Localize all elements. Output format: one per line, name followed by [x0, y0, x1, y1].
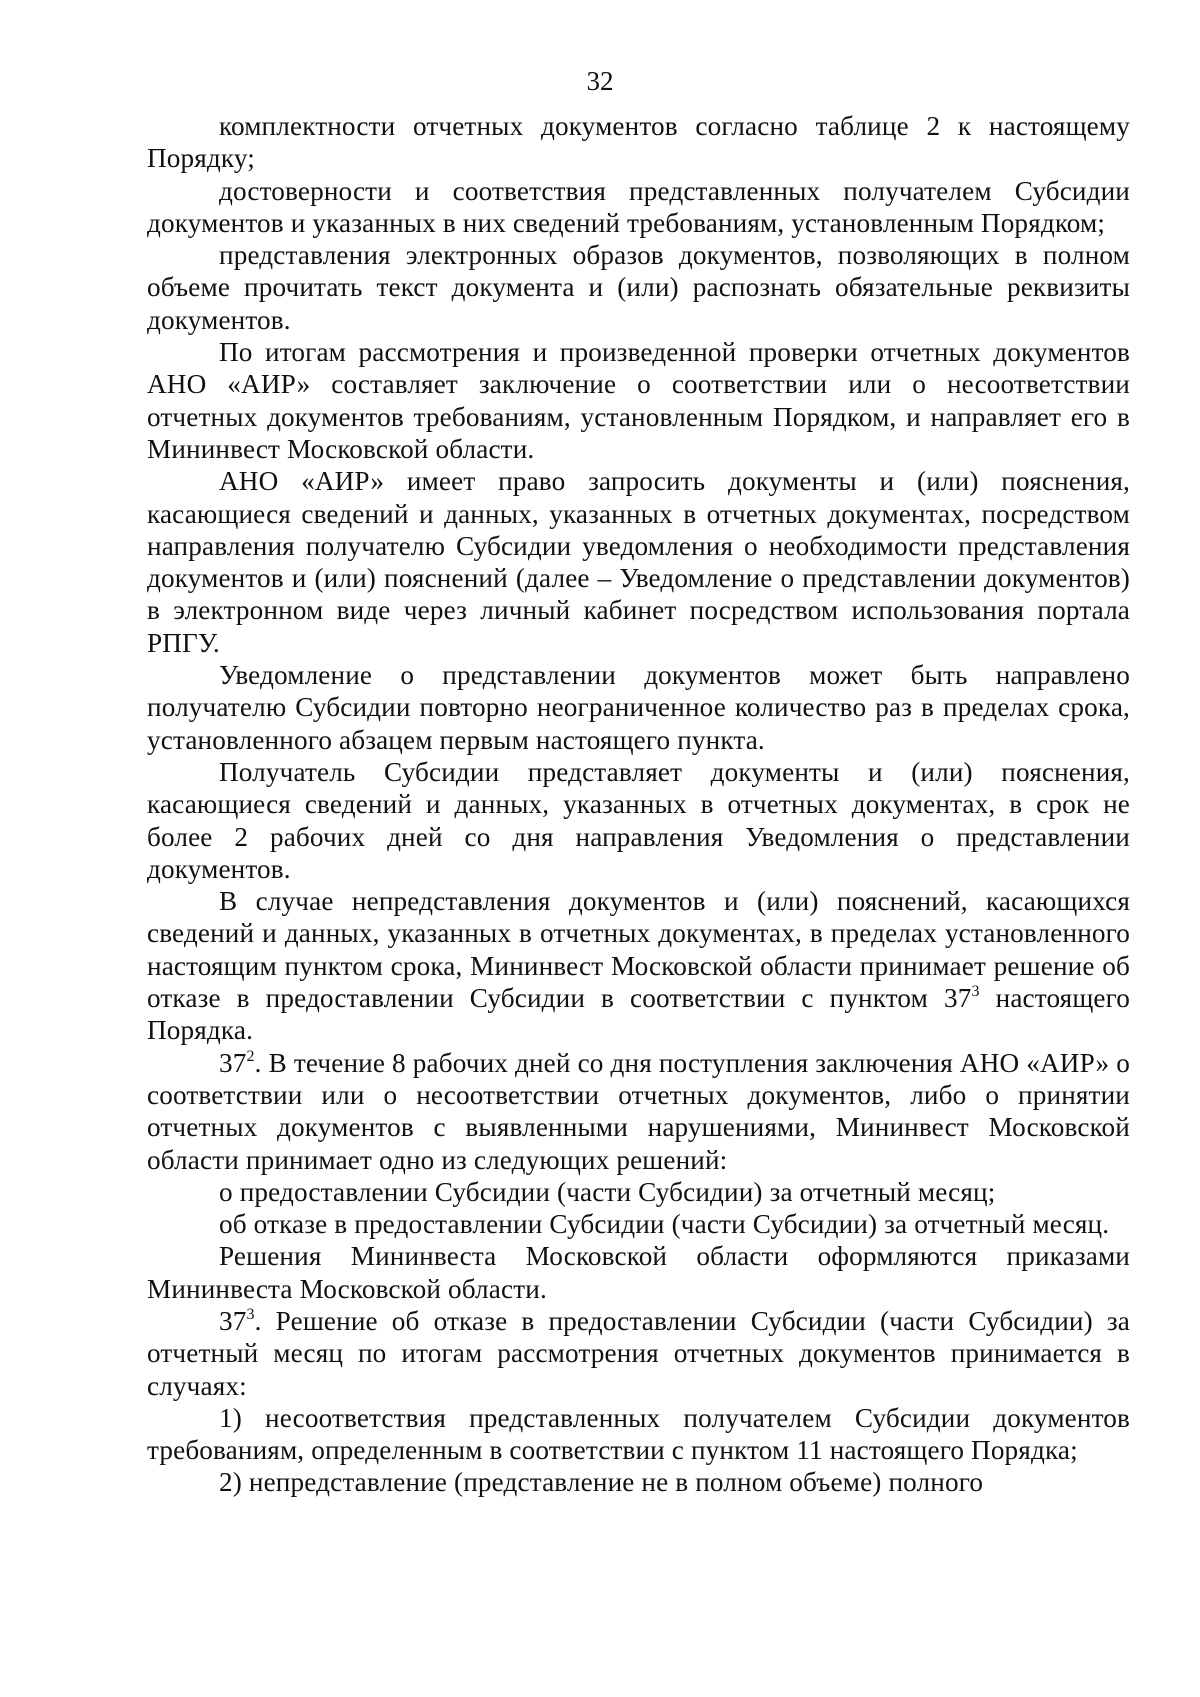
list-item: 1) несоответствия представленных получателем Субсидии документов требованиям, определенным в соответствии с пунктом 11 настоящего Порядка;: [147, 1402, 1130, 1466]
superscript: 2: [246, 1047, 255, 1065]
paragraph: Получатель Субсидии представляет документы и (или) пояснения, касающиеся сведений и данных, указанных в отчетных документах, в срок не более 2 рабочих дней со дня направления Уведомления о представлении документов.: [147, 756, 1130, 884]
paragraph: представления электронных образов документов, позволяющих в полном объеме прочитать текст документа и (или) распознать обязательные реквизиты документов.: [147, 240, 1130, 335]
paragraph: АНО «АИР» имеет право запросить документы и (или) пояснения, касающиеся сведений и данных, указанных в отчетных документах, посредством направления получателю Субсидии уведомления о необходимости представления документов и (или) пояснений (далее – Уведомление о представлении документов) в электронном виде через личный кабинет посредством использования портала РПГУ.: [147, 466, 1130, 658]
paragraph: о предоставлении Субсидии (части Субсидии) за отчетный месяц;: [219, 1176, 996, 1207]
paragraph: достоверности и соответствия представленных получателем Субсидии документов и указанных в них сведений требованиям, установленным Порядком;: [147, 175, 1130, 238]
paragraph-text: . Решение об отказе в предоставлении Субсидии (части Субсидии) за отчетный месяц по итогам рассмотрения отчетных документов принимается в случаях:: [147, 1305, 1130, 1401]
paragraph: комплектности отчетных документов согласно таблице 2 к настоящему Порядку;: [147, 111, 1130, 174]
paragraph-text: . В течение 8 рабочих дней со дня поступления заключения АНО «АИР» о соответствии или о несоответствии отчетных документов, либо о принятии отчетных документов с выявленными нарушениями, Мининвест Московской области принимает одно из следующих решений:: [147, 1047, 1130, 1175]
clause-number: 37: [219, 1305, 247, 1336]
paragraph-text: В случае непредставления документов и (или) пояснений, касающихся сведений и данных, указанных в отчетных документах, в пределах установленного настоящим пунктом срока, Мининвест Московской области принимает решение об отказе в предоставлении Субсидии в соответствии с пунктом 37: [147, 886, 1130, 1014]
paragraph: По итогам рассмотрения и произведенной проверки отчетных документов АНО «АИР» составляет заключение о соответствии или о несоответствии отчетных документов требованиям, установленным Порядком, и направляет его в Мининвест Московской области.: [147, 337, 1130, 464]
clause-37-3: [147, 1305, 1130, 1402]
superscript: 3: [246, 1305, 255, 1323]
page-number: 32: [586, 66, 614, 96]
paragraph: [147, 885, 1130, 1046]
clause-number: 37: [219, 1047, 247, 1078]
paragraph: об отказе в предоставлении Субсидии (части Субсидии) за отчетный месяц.: [219, 1209, 1110, 1240]
clause-37-2: [147, 1047, 1130, 1176]
paragraph-text: настоящего Порядка.: [147, 983, 1130, 1046]
paragraph: Решения Мининвеста Московской области оформляются приказами Мининвеста Московской области.: [147, 1241, 1130, 1304]
superscript: 3: [971, 983, 980, 1001]
paragraph: Уведомление о представлении документов может быть направлено получателю Субсидии повторно неограниченное количество раз в пределах срока, установленного абзацем первым настоящего пункта.: [147, 660, 1130, 755]
list-item: 2) непредставление (представление не в полном объеме) полного: [219, 1467, 984, 1498]
document-body: [147, 110, 1130, 1499]
